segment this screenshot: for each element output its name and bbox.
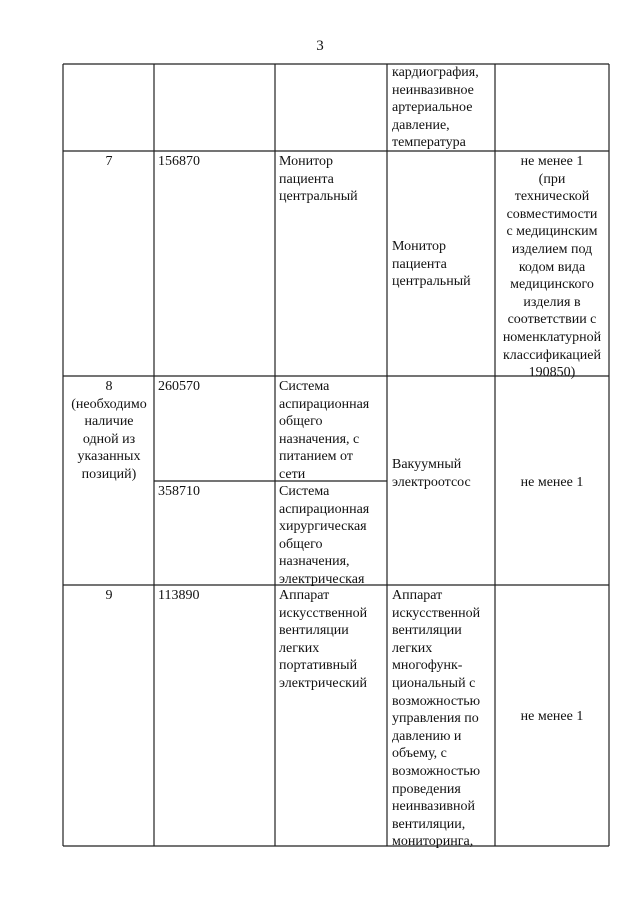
row1-description-line: температура — [392, 135, 466, 151]
row8b-name-line: назначения, — [279, 554, 350, 570]
row7-quantity-line: 190850) — [528, 365, 576, 381]
row9-name-line: искусственной — [279, 605, 368, 621]
row7-number-text: 7 — [105, 154, 113, 169]
row7-description — [392, 238, 471, 291]
row7-code-text: 156870 — [158, 154, 200, 169]
row7-description-line: Монитор — [392, 239, 447, 254]
row9-description-line: легких — [392, 640, 433, 656]
row9-description-line: многофунк- — [392, 658, 463, 674]
row8b-name-line: общего — [279, 536, 323, 552]
row8b-code — [158, 483, 200, 501]
row9-description-line: искусственной — [392, 605, 481, 621]
row9-name-line: портативный — [279, 658, 358, 674]
row8b-name-line: хирургическая — [279, 519, 367, 535]
row7-quantity-line: (при — [538, 171, 566, 187]
row8a-code — [158, 378, 200, 396]
row7-quantity-line: соответствии с — [507, 312, 597, 328]
row9-description — [392, 587, 480, 851]
row8b-name-line: аспирационная — [279, 501, 370, 517]
row1-description-line: кардиография, — [392, 65, 479, 80]
row9-description-line: возможностью — [392, 763, 481, 779]
row9-description-line: вентиляции, — [392, 816, 466, 832]
row8-quantity-line: не менее 1 — [520, 475, 584, 490]
row1-description — [392, 64, 492, 152]
row7-quantity-line: не менее 1 — [520, 154, 584, 169]
row8-number-line: позиций) — [81, 466, 137, 482]
row8a-name-line: сети — [279, 466, 306, 482]
row9-description-line: объему, с — [392, 746, 447, 762]
row9-description-line: возможностью — [392, 693, 481, 709]
row9-number — [64, 587, 154, 605]
row8a-name — [279, 378, 369, 484]
row8a-code-text: 260570 — [158, 379, 200, 394]
row9-description-line: вентиляции — [392, 623, 462, 639]
row8-number-line: указанных — [77, 449, 141, 465]
row1-description-line: давление, — [392, 117, 450, 133]
row9-name-line: Аппарат — [279, 588, 330, 603]
row9-description-line: Аппарат — [392, 588, 443, 603]
row9-quantity — [495, 708, 609, 726]
row8-number-line: (необходимо — [71, 396, 147, 412]
row9-description-line: давлению и — [392, 728, 462, 744]
row9-description-line: неинвазивной — [392, 799, 475, 815]
row7-quantity-line: изделием под — [511, 241, 593, 257]
row8-description-line: Вакуумный — [392, 457, 462, 472]
row7-description-line: центральный — [392, 274, 471, 290]
row9-description-line: управления по — [392, 711, 479, 727]
row7-name-line: Монитор — [279, 154, 334, 169]
row8-description — [392, 456, 471, 491]
row1-description-line: неинвазивное — [392, 82, 474, 98]
row8a-name-line: Система — [279, 379, 330, 394]
row7-quantity-line: технической — [514, 189, 590, 205]
row8-quantity — [495, 474, 609, 492]
row8-number — [64, 378, 154, 484]
row8b-name-line: Система — [279, 484, 330, 499]
row8b-code-text: 358710 — [158, 484, 200, 499]
row9-name — [279, 587, 367, 693]
row8a-name-line: питанием от — [279, 449, 353, 465]
row8-description-line: электроотсос — [392, 474, 471, 490]
row7-description-line: пациента — [392, 256, 447, 272]
row9-name-line: легких — [279, 640, 320, 656]
row8b-name — [279, 483, 369, 589]
row7-quantity-line: классификацией — [503, 347, 601, 363]
row8-number-line: наличие — [84, 414, 134, 430]
row9-code-text: 113890 — [158, 588, 200, 603]
row8-number-line: 8 — [105, 379, 113, 394]
row9-description-line: мониторинга, — [392, 834, 474, 850]
row7-quantity-line: номенклатурной — [502, 329, 602, 345]
row7-number — [64, 153, 154, 171]
row7-quantity-line: совместимости — [506, 206, 598, 222]
row9-number-text: 9 — [105, 588, 113, 603]
row9-code — [158, 587, 199, 605]
row7-name-line: пациента — [279, 171, 334, 187]
row9-description-line: проведения — [392, 781, 461, 797]
row9-name-line: электрический — [279, 675, 367, 691]
row8-number-line: одной из — [82, 431, 136, 447]
row1-description-line: артериальное — [392, 100, 473, 116]
row7-name-line: центральный — [279, 189, 358, 205]
row7-quantity-line: кодом вида — [518, 259, 586, 275]
row9-description-line: циональный с — [392, 675, 476, 691]
row7-code — [158, 153, 200, 171]
row7-quantity-line: изделия в — [523, 294, 581, 310]
page-number: 3 — [316, 38, 324, 54]
row7-quantity-line: с медицинским — [506, 224, 598, 240]
row8a-name-line: общего — [279, 414, 323, 430]
row8a-name-line: назначения, с — [279, 431, 360, 447]
row9-name-line: вентиляции — [279, 623, 349, 639]
row8b-name-line: электрическая — [279, 571, 365, 587]
row7-name — [279, 153, 358, 206]
row7-quantity-line: медицинского — [510, 277, 594, 293]
row9-quantity-line: не менее 1 — [520, 709, 584, 724]
row7-quantity — [495, 153, 609, 382]
row8a-name-line: аспирационная — [279, 396, 370, 412]
